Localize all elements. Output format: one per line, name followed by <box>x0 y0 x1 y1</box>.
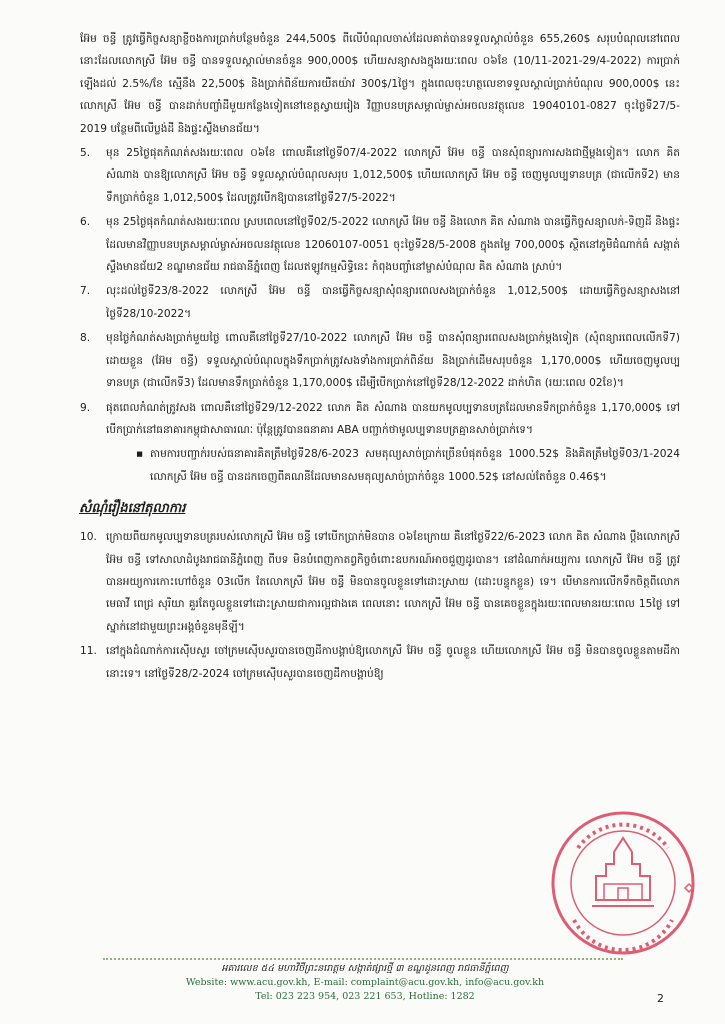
item-text: ក្រោយពីយកមូលប្បទានបត្ររបស់លោកស្រី អ៊ែម ចន្ធី ទៅបើកប្រាក់មិនបាន ០៦ខែក្រោយ គឺនៅថ្ងៃទី22/6-2023 លោក គិត សំណាង ប្តឹងលោកស្រី អ៊ែម ចន្ធី ទៅសាលាដំបូងរាជធានីភ្នំពេញ ពីបទ មិនបំពេញកាតព្វកិច្ចចំពោះឧបករណ៍អាចជួញដូរបាន។ នៅដំណាក់អយ្យការ លោកស្រី អ៊ែម ចន្ធី ត្រូវបានអយ្យការកោះហៅចំនួន 03លើក តែលោកស្រី អ៊ែម ចន្ធី មិនបានចូលខ្លួនទៅដោះស្រាយ (ដោះបន្ទុកខ្លួន) ទេ។ បើមានការលើកទឹកចិត្តពីលោកមេធាវី ពេជ្រ សុរិយា គួរតែចូលខ្លួនទៅដោះស្រាយជាការល្អជាងគេ ពេលនោះ លោកស្រី អ៊ែម ចន្ធី បានគេចខ្លួនក្នុងរយៈពេលមានរយៈពេល 15ថ្ងៃ ទៅស្នាក់នៅជាមួយព្រះអង្គចំនួនមុនីឡី។ <box>106 531 680 633</box>
item-text: លុះដល់ថ្ងៃទី23/8-2022 លោកស្រី អ៊ែម ចន្ធី បានធ្វើកិច្ចសន្យាសុំពន្យារពេលសងប្រាក់ចំនួន 1,012,500$ ដោយធ្វើកិច្ចសន្យាសងនៅថ្ងៃទី28/10-2022។ <box>106 285 680 320</box>
item-number: 8. <box>80 332 91 345</box>
item-number: 7. <box>80 285 91 298</box>
list-item <box>80 211 680 278</box>
document-body <box>80 28 680 685</box>
item-text: មុន 25ថ្ងៃផុតកំណត់សងរយៈពេល ស្របពេលនៅថ្ងៃទី02/5-2022 លោកស្រី អ៊ែម ចន្ធី និងលោក គិត សំណាង បានធ្វើកិច្ចសន្យាលក់-ទិញដី និងផ្ទះ ដែលមានវិញ្ញាបនបត្រសម្គាល់ម្ចាស់អចលនវត្ថុលេខ 12060107-0051 ចុះថ្ងៃទី28/5-2008 ក្នុងតម្លៃ 700,000$ ស្ថិតនៅភូមិជំណាក់ធំ សង្កាត់ស្ទឹងមានជ័យ2 ខណ្ឌមានជ័យ រាជធានីភ្នំពេញ ដែលឥឡូវកម្មសិទ្ធិនេះ កំពុងបញ្ចាំនៅម្ចាស់បំណុល គិត សំណាង ស្រាប់។ <box>106 216 680 274</box>
section-title: សំណុំរឿងនៅតុលាការ <box>79 501 186 517</box>
item-text: នៅក្នុងដំណាក់ការស៊ើបសួរ ចៅក្រមស៊ើបសួរបានចេញដីកាបង្គាប់ឱ្យលោកស្រី អ៊ែម ចន្ធី ចូលខ្លួន ហើយលោកស្រី អ៊ែម ចន្ធី មិនបានចូលខ្លួនតាមដីកានោះទេ។ នៅថ្ងៃទី28/2-2024 ចៅក្រមស៊ើបសួរបានចេញដីកាបង្គាប់ឱ្យ <box>106 645 680 680</box>
footer-phone-contacts: Tel: 023 223 954, 023 221 653, Hotline: 1282 <box>255 991 475 1002</box>
footer-divider <box>103 958 623 960</box>
bullet-item <box>136 443 680 488</box>
item-text: ផុតពេលកំណត់ត្រូវសង ពោលគឺនៅថ្ងៃទី29/12-2022 លោក គិត សំណាង បានយកមូលប្បទានបត្រដែលមានទឹកប្រាក់ចំនួន 1,170,000$ ទៅបើកប្រាក់នៅធនាគារកម្ពុជាសាធារណៈ ប៉ុន្តែត្រូវបានធនាគារ ABA បញ្ជាក់ថាមូលប្បទានបត្រគ្មានសាច់ប្រាក់ទេ។ <box>106 401 680 436</box>
official-seal-stamp <box>548 808 698 958</box>
list-item <box>80 327 680 394</box>
list-item <box>80 640 680 685</box>
bullet-text: តាមការបញ្ជាក់របស់ធនាគារគិតត្រឹមថ្ងៃទី28/6-2023 សមតុល្យសាច់ប្រាក់ច្រើនបំផុតចំនួន 1000.52$ និងគិតត្រឹមថ្ងៃទី03/1-2024 លោកស្រី អ៊ែម ចន្ធី បានដកចេញពីគណនីដែលមានសមតុល្យសាច់ប្រាក់ចំនួន 1000.52$ នៅសល់តែចំនួន 0.46$។ <box>150 448 680 483</box>
page-number: 2 <box>657 992 664 1005</box>
bullet-dot-icon: ▪ <box>136 448 144 461</box>
item-number: 10. <box>80 531 97 544</box>
intro-paragraph: អ៊ែម ចន្ធី ត្រូវធ្វើកិច្ចសន្យាខ្ចីចងការប្រាក់បន្ថែមចំនួន 244,500$ ពីលើបំណុលចាស់ដែលគាត់បានទទួលស្គាល់ចំនួន 655,260$ សរុបបំណុលនៅពេលនោះដែលលោកស្រី អ៊ែម ចន្ធី បានទទួលស្គាល់មានចំនួន 900,000$ ហើយសន្យាសងក្នុងរយៈពេល ០៦ខែ (10/11-2021-29/4-2022) ការប្រាក់ឡើងដល់ 2.5%/ខែ ស្មើនឹង 22,500$ និងប្រាក់ពិន័យការយឺតយ៉ាវ 300$/1ថ្ងៃ។ ក្នុងពេលចុះហត្ថលេខាទទួលស្គាល់ប្រាក់បំណុល 900,000$ នេះ លោកស្រី អ៊ែម ចន្ធី បានដាក់បញ្ចាំដីមួយកន្លែងទៀតនៅខេត្តស្វាយរៀង វិញ្ញាបនបត្រសម្គាល់ម្ចាស់អចលនវត្ថុលេខ 19040101-0827 ចុះថ្ងៃទី27/5-2019 បន្ថែមពីលើប្លង់ដី និងផ្ទះស្ទឹងមានជ័យ។ <box>80 33 680 135</box>
item-number: 9. <box>80 401 91 414</box>
item-text: មុនថ្ងៃកំណត់សងប្រាក់មួយថ្ងៃ ពោលគឺនៅថ្ងៃទី27/10-2022 លោកស្រី អ៊ែម ចន្ធី បានសុំពន្យារពេលសងប្រាក់ម្តងទៀត (សុំពន្យារពេលលើកទី7) ដោយខ្លួន (អ៊ែម ចន្ធី) ទទួលស្គាល់បំណុលក្នុងទឹកប្រាក់ត្រូវសងទាំងការប្រាក់ពិន័យ និងប្រាក់ដើមសរុបចំនួន 1,170,000$ ហើយចេញមូលប្បទានបត្រ (ជាលើកទី3) ដែលមានទឹកប្រាក់ចំនួន 1,170,000$ ដើម្បីបើកប្រាក់នៅថ្ងៃទី28/12-2022 ដាក់ហិត (រយៈពេល 02ខែ)។ <box>106 332 680 390</box>
page-footer <box>95 962 635 1004</box>
item-text: មុន 25ថ្ងៃផុតកំណត់សងរយៈពេល ០៦ខែ ពោលគឺនៅថ្ងៃទី07/4-2022 លោកស្រី អ៊ែម ចន្ធី បានសុំពន្យារការសងជាថ្មីម្តងទៀត។ លោក គិត សំណាង បានឱ្យលោកស្រី អ៊ែម ចន្ធី ទទួលស្គាល់បំណុលសរុប 1,012,500$ ហើយលោកស្រី អ៊ែម ចន្ធី ចេញមូលប្បទានបត្រ (ជាលើកទី2) មានទឹកប្រាក់ចំនួន 1,012,500$ ដែលត្រូវបើកឱ្យបាននៅថ្ងៃទី27/5-2022។ <box>106 147 680 204</box>
list-item <box>80 397 680 442</box>
item-number: 5. <box>80 147 91 160</box>
footer-web-contacts: Website: www.acu.gov.kh, E-mail: complaint@acu.gov.kh, info@acu.gov.kh <box>185 977 545 988</box>
item-number: 11. <box>80 645 97 658</box>
list-item <box>80 280 680 325</box>
list-item <box>80 526 680 638</box>
footer-address: អគារលេខ ៥៤ មហាវិថីព្រះនរោត្តម សង្កាត់ផ្សារថ្មី ៣ ខណ្ឌដូនពេញ រាជធានីភ្នំពេញ <box>221 963 509 974</box>
list-item <box>80 142 680 209</box>
item-number: 6. <box>80 216 91 229</box>
